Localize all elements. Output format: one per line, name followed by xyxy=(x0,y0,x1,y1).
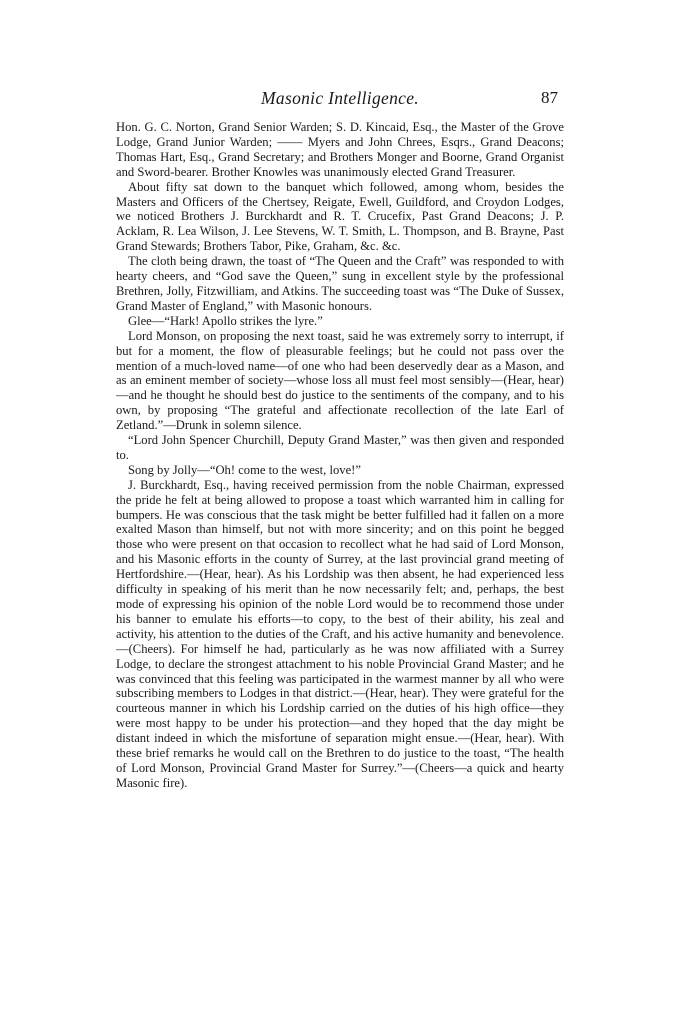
paragraph: About fifty sat down to the banquet which followed, among whom, besides the Masters and Officers of the Chertsey, Reigate, Ewell, Guildford, and Croydon Lodges, we noticed Brothers J. Burckhardt and R. T. Crucefix, Past Grand Deacons; J. P. Acklam, R. Lea Wilson, J. Lee Stevens, W. T. Smith, L. Thompson, and B. Brayne, Past Grand Stewards; Brothers Tabor, Pike, Graham, &c. &c. xyxy=(116,179,564,254)
paragraph: Hon. G. C. Norton, Grand Senior Warden; S. D. Kincaid, Esq., the Master of the Grove Lodge, Grand Junior Warden; —— Myers and John Chrees, Esqrs., Grand Deacons; Thomas Hart, Esq., Grand Secretary; and Brothers Monger and Boorne, Grand Organist and Sword-bearer. Brother Knowles was unanimously elected Grand Treasurer. xyxy=(116,120,564,179)
paragraph: Song by Jolly—“Oh! come to the west, love!” xyxy=(128,462,361,477)
running-head xyxy=(116,88,564,114)
paragraph: Glee—“Hark! Apollo strikes the lyre.” xyxy=(128,313,323,328)
running-title: Masonic Intelligence. xyxy=(261,88,419,108)
article-body xyxy=(116,120,564,791)
paragraph: J. Burckhardt, Esq., having received permission from the noble Chairman, expressed the pride he felt at being allowed to propose a toast which warranted him in calling for bumpers. He was conscious that the task might be better fulfilled had it fallen on a more exalted Mason than himself, but not with more sincerity; and on this point he begged those who were present on that occasion to recollect what he had said of Lord Monson, and his Masonic efforts in the county of Surrey, at the last provincial grand meeting of Hertfordshire.—(Hear, hear). As his Lordship was then absent, he had experienced less difficulty in speaking of his merit than he now necessarily felt; and, perhaps, the best mode of expressing his opinion of the noble Lord would be to recommend those under his banner to emulate his efforts—to copy, to the best of their ability, his zeal and activity, his attention to the duties of the Craft, and his active humanity and benevolence.—(Cheers). For himself he had, particularly as he was now affiliated with a Surrey Lodge, to declare the strongest attachment to his noble Provincial Grand Master; and he was convinced that this feeling was participated in the warmest manner by all who were subscribing members to Lodges in that district.—(Hear, hear). They were grateful for the courteous manner in which his Lordship carried on the duties of his high office—they were most happy to be under his protection—and they hoped that the day might be distant indeed in which the misfortune of separation might ensue.—(Hear, hear). With these brief remarks he would call on the Brethren to do justice to the toast, “The health of Lord Monson, Provincial Grand Master for Surrey.”—(Cheers—a quick and hearty Masonic fire). xyxy=(116,477,564,790)
paragraph: “Lord John Spencer Churchill, Deputy Grand Master,” was then given and responded to. xyxy=(116,433,564,462)
page-number: 87 xyxy=(541,88,558,107)
paragraph: Lord Monson, on proposing the next toast, said he was extremely sorry to interrupt, if but for a moment, the flow of pleasurable feelings; but he could not pass over the mention of a much-loved name—of one who had been deservedly dear as a Mason, and as an eminent member of society—whose loss all must feel most sensibly—(Hear, hear)—and he thought he should best do justice to the sentiments of the company, and to his own, by proposing “The grateful and affectionate recollection of the late Earl of Zetland.”—Drunk in solemn silence. xyxy=(116,328,564,433)
book-page xyxy=(116,88,564,791)
paragraph: The cloth being drawn, the toast of “The Queen and the Craft” was responded to with hearty cheers, and “God save the Queen,” sung in excellent style by the professional Brethren, Jolly, Fitzwilliam, and Atkins. The succeeding toast was “The Duke of Sussex, Grand Master of England,” with Masonic honours. xyxy=(116,254,564,313)
